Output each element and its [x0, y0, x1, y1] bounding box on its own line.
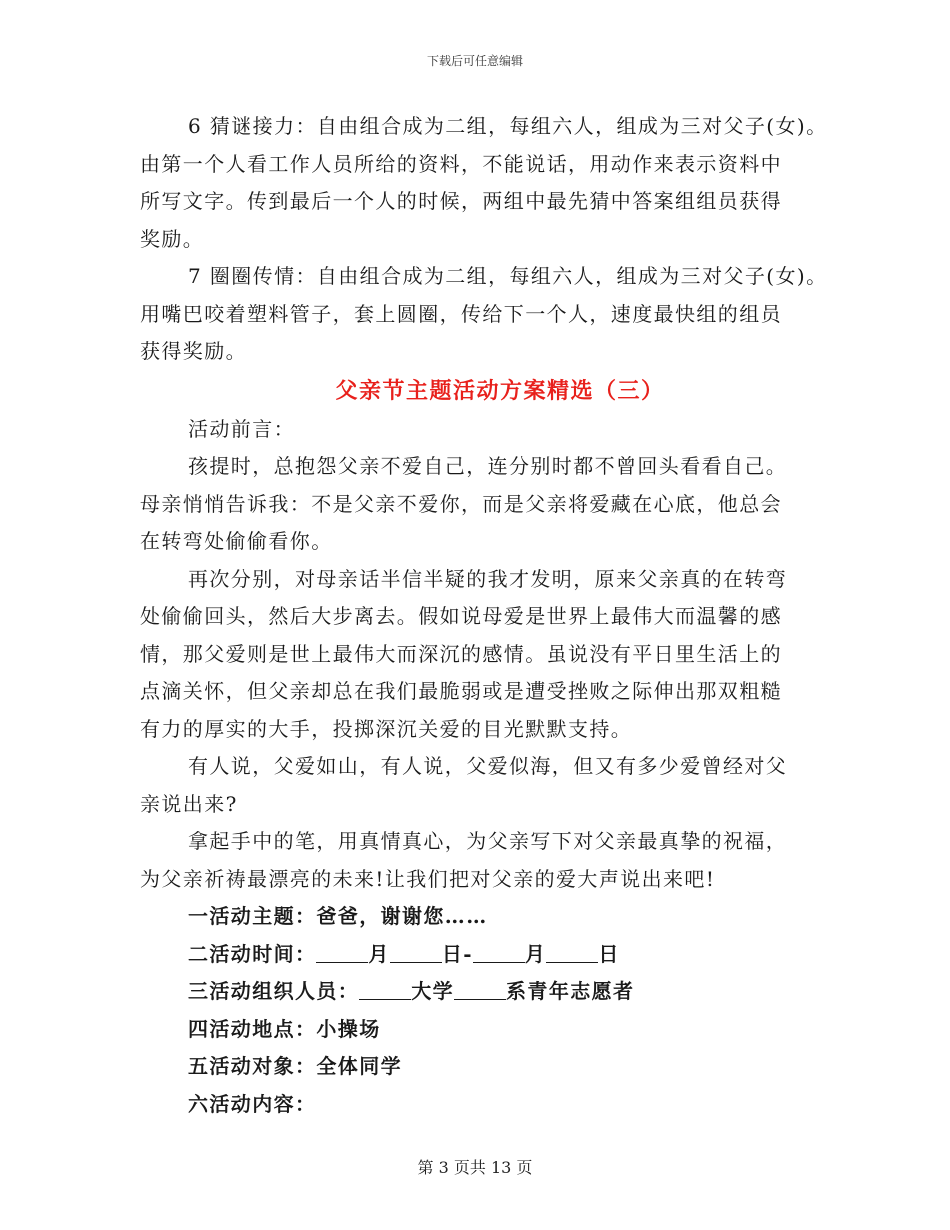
item-organizers-label: 三活动组织人员：	[188, 979, 360, 1003]
paragraph-game-6	[140, 108, 828, 258]
text-line: 活动前言：	[188, 416, 295, 441]
text-line: 拿起手中的笔，用真情真心，为父亲写下对父亲最真挚的祝福，	[188, 829, 788, 853]
department-text: 系青年志愿者	[506, 979, 635, 1003]
month-text: 月	[368, 941, 390, 966]
text-line: 母亲悄悄告诉我：不是父亲不爱你，而是父亲将爱藏在心底，他总会	[140, 491, 782, 516]
text-line: 为父亲祈祷最漂亮的未来!让我们把对父亲的爱大声说出来吧!	[140, 866, 716, 891]
university-text: 大学	[411, 979, 455, 1003]
item-time-label: 二活动时间：	[188, 941, 317, 966]
blank-underline	[546, 942, 598, 963]
blank-underline	[390, 942, 442, 963]
text-line: 情，那父爱则是世上最伟大而深沉的感情。虽说没有平日里生活上的	[140, 641, 782, 666]
document-body	[140, 108, 828, 1123]
blank-underline	[316, 942, 368, 963]
blank-underline	[359, 979, 411, 1000]
text-line: 由第一个人看工作人员所给的资料，不能说话，用动作来表示资料中	[140, 151, 782, 176]
text-line: 获得奖励。	[140, 339, 247, 363]
text-line: 有人说，父爱如山，有人说，父爱似海，但又有多少爱曾经对父	[188, 754, 788, 778]
paragraph-2	[140, 561, 820, 749]
paragraph-4	[140, 823, 820, 898]
text-line: 在转弯处偷偷看你。	[140, 529, 333, 553]
page-footer: 第 3 页共 13 页	[417, 1158, 533, 1177]
page-header: 下载后可任意编辑	[426, 54, 523, 68]
text-line: 所写文字。传到最后一个人的时候，两组中最先猜中答案组组员获得	[140, 189, 782, 213]
text-line: 7 圈圈传情：自由组合成为二组，每组六人，组成为三对父子(女)。	[188, 264, 828, 288]
month-text: 月	[524, 941, 547, 966]
day-text: 日-	[441, 941, 473, 966]
preface-label	[140, 411, 820, 449]
text-line: 孩提时，总抱怨父亲不爱自己，连分别时都不曾回头看看自己。	[188, 454, 788, 478]
item-place: 四活动地点：小操场	[188, 1016, 381, 1041]
text-line: 奖励。	[140, 226, 205, 251]
text-line: 用嘴巴咬着塑料管子，套上圆圈，传给下一个人，速度最快组的组员	[140, 301, 782, 326]
item-time	[140, 936, 820, 974]
blank-underline	[454, 979, 506, 1000]
item-theme: 一活动主题：爸爸，谢谢您……	[188, 904, 488, 928]
text-line: 再次分别，对母亲话半信半疑的我才发明，原来父亲真的在转弯	[188, 566, 788, 591]
text-line: 点滴关怀，但父亲却总在我们最脆弱或是遭受挫败之际伸出那双粗糙	[140, 679, 782, 703]
section-title: 父亲节主题活动方案精选（三）	[335, 377, 665, 404]
paragraph-1	[140, 448, 820, 561]
item-organizers	[140, 973, 820, 1011]
day-text: 日	[598, 941, 620, 966]
text-line: 有力的厚实的大手，投掷深沉关爱的目光默默支持。	[140, 716, 633, 741]
text-line: 亲说出来?	[140, 791, 238, 816]
blank-underline	[473, 942, 525, 963]
text-line: 处偷偷回头，然后大步离去。假如说母爱是世界上最伟大而温馨的感	[140, 604, 782, 628]
text-line: 6 猜谜接力：自由组合成为二组，每组六人，组成为三对父子(女)。	[188, 114, 828, 138]
paragraph-3	[140, 748, 820, 823]
item-content: 六活动内容：	[188, 1091, 317, 1116]
paragraph-game-7	[140, 258, 828, 371]
item-target: 五活动对象：全体同学	[188, 1054, 402, 1078]
